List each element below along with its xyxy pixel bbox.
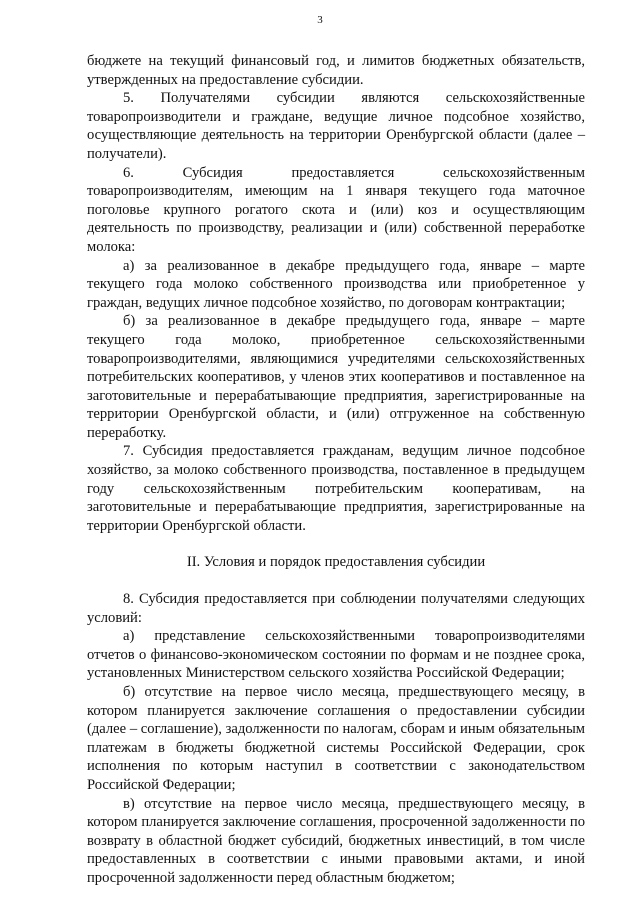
paragraph-8v: в) отсутствие на первое число месяца, предшествующего месяцу, в котором планируется заключение соглашения, просроченной задолженности по возврату в областной бюджет субсидий, бюджетных инвестиций, в том числе предоставленных в соответствии с иными правовыми актами, и иной просроченной задолженности перед областным бюджетом; [87,795,585,886]
paragraph-8b: б) отсутствие на первое число месяца, предшествующего месяцу, в котором планируется заключение соглашения о предоставлении субсидии (далее – соглашение), задолженности по налогам, сборам и иным обязательным платежам в бюджеты бюджетной системы Российской Федерации, срок исполнения по которым наступил в соответствии с законодательством Российской Федерации; [87,684,585,793]
paragraph-6: 6. Субсидия предоставляется сельскохозяйственным товаропроизводителям, имеющим на 1 января текущего года маточное поголовье крупного рогатого скота и (или) коз и осуществляющим деятельность по производству, реализации и (или) собственной переработке молока: [87,164,585,255]
paragraph-6a: а) за реализованное в декабре предыдущего года, январе – марте текущего года молоко собственного производства или приобретенное у граждан, ведущих личное подсобное хозяйство, по договорам контрактации; [87,257,585,311]
page-number: 3 [317,14,323,26]
paragraph-6b: б) за реализованное в декабре предыдущего года, январе – марте текущего года молоко, приобретенное сельскохозяйственными товаропроизводителями, являющимися учредителями сельскохозяйственных потребительских кооперативов, у членов этих кооперативов и поставленное на заготовительные и перерабатывающие предприятия, зарегистрированные на территории Оренбургской области, и (или) отгруженное на собственную переработку. [87,313,585,441]
section-heading: II. Условия и порядок предоставления субсидии [186,554,486,571]
paragraph-5: 5. Получателями субсидии являются сельскохозяйственные товаропроизводители и граждане, ведущие личное подсобное хозяйство, осуществляющие деятельность на территории Оренбургской области (далее – получатели). [87,90,585,162]
paragraph-7: 7. Субсидия предоставляется гражданам, ведущим личное подсобное хозяйство, за молоко собственного производства, поставленное в предыдущем году сельскохозяйственным потребительским кооперативам, на заготовительные и перерабатывающие предприятия, зарегистрированные на территории Оренбургской области. [87,443,585,534]
paragraph-continuation: бюджете на текущий финансовый год, и лимитов бюджетных обязательств, утвержденных на предоставление субсидии. [87,53,585,88]
paragraph-8: 8. Субсидия предоставляется при соблюдении получателями следующих условий: [87,591,585,626]
paragraph-8a: а) представление сельскохозяйственными товаропроизводителями отчетов о финансово-экономическом состоянии по формам и не позднее срока, установленных Министерством сельского хозяйства Российской Федерации; [87,628,585,682]
document-body [87,52,585,888]
